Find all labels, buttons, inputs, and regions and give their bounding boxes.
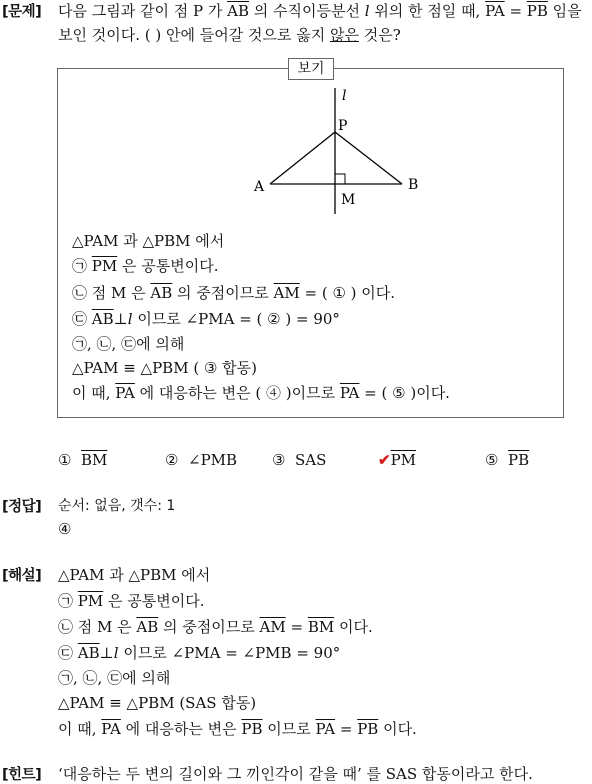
choice-number: ③ — [272, 451, 286, 469]
answer-meta: 순서: 없음, 갯수: 1 — [58, 498, 176, 514]
problem-text: 보인 것이다. ( ) 안에 들어갈 것으로 옳지 — [58, 26, 330, 44]
solution-text: 이므로 ∠PMA = ∠PMB = 90° — [118, 644, 341, 662]
choice-text: $\overline{BM}$ — [81, 451, 108, 469]
label-m: M — [341, 192, 356, 208]
choice-2[interactable] — [165, 451, 237, 469]
label-p: P — [338, 118, 348, 134]
box-text: 이므로 ∠PMA = ( ② ) = 90° — [132, 310, 340, 328]
segment-ab: $\overline{AB}$ — [150, 284, 173, 302]
choice-number: ② — [165, 451, 179, 469]
box-text: 이 때, — [72, 384, 116, 402]
choice-text: $\overline{PB}$ — [508, 451, 530, 469]
choice-3[interactable] — [272, 451, 326, 469]
solution-line-4 — [58, 642, 340, 663]
segment-am: $\overline{AM}$ — [259, 618, 286, 636]
solution-text: 이다. — [378, 720, 417, 738]
box-line-3 — [72, 282, 395, 303]
solution-line-6: △PAM ≡ △PBM (SAS 합동) — [58, 694, 257, 712]
equals: = — [504, 2, 527, 20]
box-text: = ( ① ) 이다. — [299, 284, 396, 302]
answer-value: ④ — [58, 520, 72, 538]
equals: = — [335, 720, 358, 738]
problem-text: 의 수직이등분선 — [248, 2, 365, 20]
box-line-7 — [72, 382, 450, 403]
choice-text: $\overline{PM}$ — [390, 451, 417, 469]
answer-tag: [정답] — [2, 499, 42, 515]
negation-underlined: 않은 — [329, 26, 359, 44]
box-text: 은 공통변이다. — [117, 257, 219, 275]
segment-bm: $\overline{BM}$ — [307, 618, 335, 636]
segment-pm: $\overline{PM}$ — [91, 257, 118, 275]
segment-am: $\overline{AM}$ — [273, 284, 300, 302]
solution-line-2 — [58, 590, 204, 611]
perp-symbol: ⊥ — [99, 644, 114, 662]
problem-tag: [문제] — [2, 4, 42, 20]
segment-ab: $\overline{AB}$ — [91, 310, 114, 328]
example-box-label: 보기 — [288, 58, 334, 80]
hint-text: ‘대응하는 두 변의 길이와 그 끼인각이 같을 때’ 를 SAS 합동이라고 한다. — [58, 765, 533, 783]
box-line-2 — [72, 255, 218, 276]
segment-pa: $\overline{PA}$ — [115, 384, 135, 402]
problem-text: 다음 그림과 같이 점 P 가 — [58, 2, 228, 20]
hint-tag: [힌트] — [2, 767, 42, 783]
box-line-6: △PAM ≡ △PBM ( ③ 합동) — [72, 359, 257, 377]
solution-text: 이 때, — [58, 720, 102, 738]
problem-text: 것은? — [358, 26, 401, 44]
box-line-1: △PAM 과 △PBM 에서 — [72, 232, 225, 250]
segment-pa: $\overline{PA}$ — [315, 720, 336, 738]
label-a: A — [254, 179, 265, 195]
solution-line-7 — [58, 718, 417, 739]
choice-text: SAS — [295, 451, 327, 469]
perp-symbol: ⊥ — [113, 310, 128, 328]
box-text: ㉡ 점 M 은 — [72, 284, 151, 302]
right-angle-mark — [335, 174, 345, 184]
line-l: l — [364, 2, 370, 20]
segment-ab: $\overline{AB}$ — [136, 618, 159, 636]
solution-text: ㉢ — [58, 644, 78, 662]
solution-line-1: △PAM 과 △PBM 에서 — [58, 566, 211, 584]
segment-pa: $\overline{PA}$ — [101, 720, 121, 738]
line-l: l — [127, 310, 133, 328]
box-text: ㉠ — [72, 257, 92, 275]
box-line-5: ㉠, ㉡, ㉢에 의해 — [72, 335, 185, 353]
solution-line-3 — [58, 616, 373, 637]
segment-pa: $\overline{PA}$ — [485, 2, 505, 20]
solution-text: 이므로 — [262, 720, 316, 738]
solution-line-5: ㉠, ㉡, ㉢에 의해 — [58, 669, 171, 687]
choice-text: ∠PMB — [188, 451, 238, 469]
box-text: 의 중점이므로 — [172, 284, 274, 302]
equals: = — [285, 618, 308, 636]
box-line-4 — [72, 308, 340, 329]
segment-pb: $\overline{PB}$ — [357, 720, 379, 738]
choice-1[interactable] — [58, 451, 107, 469]
solution-text: 이다. — [334, 618, 373, 636]
box-text: 에 대응하는 변은 ( ④ )이므로 — [134, 384, 340, 402]
segment-pm: $\overline{PM}$ — [77, 592, 104, 610]
solution-text: 은 공통변이다. — [103, 592, 205, 610]
solution-text: 에 대응하는 변은 — [120, 720, 242, 738]
solution-text: ㉠ — [58, 592, 78, 610]
line-l: l — [113, 644, 119, 662]
problem-line-2 — [58, 24, 401, 45]
label-b: B — [408, 177, 419, 193]
label-l: l — [342, 88, 347, 104]
segment-pa: $\overline{PA}$ — [339, 384, 360, 402]
problem-line-1 — [58, 0, 582, 21]
solution-text: 의 중점이므로 — [158, 618, 260, 636]
choice-number: ① — [58, 451, 72, 469]
choice-5[interactable] — [485, 451, 529, 469]
box-text: = ( ⑤ )이다. — [359, 384, 450, 402]
choice-number: ⑤ — [485, 451, 499, 469]
problem-text: 임을 — [547, 2, 582, 20]
segment-ab: $\overline{AB}$ — [227, 2, 249, 20]
choice-4[interactable] — [378, 451, 416, 469]
segment-pa-line — [270, 132, 335, 184]
segment-pb: $\overline{PB}$ — [526, 2, 548, 20]
solution-text: ㉡ 점 M 은 — [58, 618, 137, 636]
box-text: ㉢ — [72, 310, 92, 328]
geometry-figure — [240, 86, 430, 216]
solution-tag: [해설] — [2, 568, 42, 584]
check-icon: ✔ — [378, 451, 391, 469]
problem-text: 위의 한 점일 때, — [369, 2, 486, 20]
segment-pb: $\overline{PB}$ — [241, 720, 263, 738]
segment-ab: $\overline{AB}$ — [77, 644, 100, 662]
